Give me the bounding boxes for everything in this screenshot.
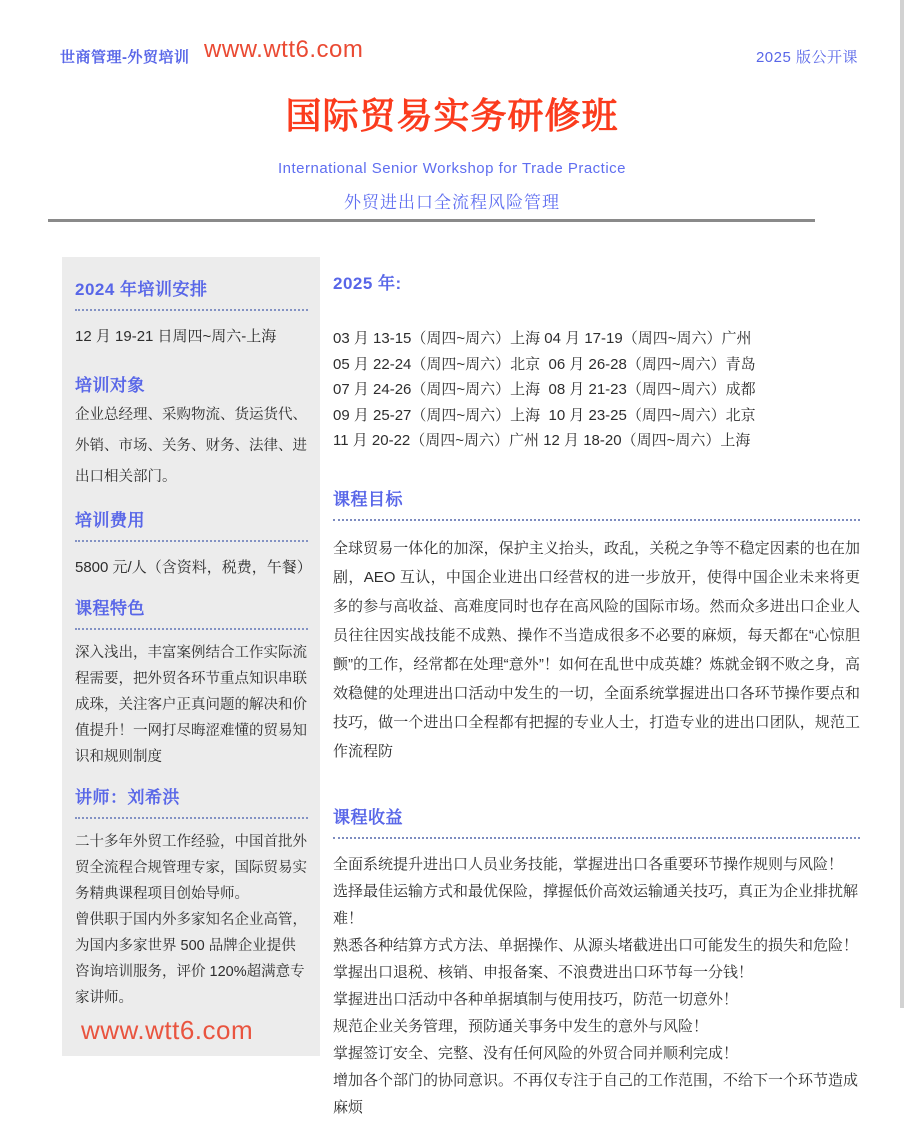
sidebar bbox=[62, 257, 320, 1056]
course-objectives-text: 全球贸易一体化的加深，保护主义抬头，政乱，关税之争等不稳定因素的也在加剧，AEO 互认，中国企业进出口经营权的进一步放开，使得中国企业未来将更多的参与高收益、高难度同时也存在高风险的国际市场。然而众多进出口企业人员往往因实战技能不成熟、操作不当造成很多不必要的麻烦，每天都在“心惊胆颤”的工作，经常都在处理“意外”！如何在乱世中成英雄？炼就金钢不败之身，高效稳健的处理进出口活动中发生的一切，全面系统掌握进出口各环节操作要点和技巧，做一个进出口全程都有把握的专业人士，打造专业的进出口团队，规范工作流程防 bbox=[333, 539, 860, 760]
header-divider bbox=[48, 219, 815, 222]
dotted-divider bbox=[75, 540, 308, 542]
sidebar-heading-2024-schedule: 2024 年培训安排 bbox=[75, 280, 208, 299]
benefit-item: 规范企业关务管理，预防通关事务中发生的意外与风险！ bbox=[333, 1017, 709, 1035]
dotted-divider bbox=[75, 309, 308, 311]
heading-course-benefits: 课程收益 bbox=[333, 807, 403, 827]
dotted-divider bbox=[333, 519, 860, 521]
fee-text: 5800 元/人（含资料，税费，午餐） bbox=[75, 559, 312, 576]
features-text: 深入浅出，丰富案例结合工作实际流程需要，把外贸各环节重点知识串联成珠，关注客户正真问题的解决和价值提升！一网打尽晦涩难懂的贸易知识和规则制度 bbox=[75, 645, 307, 765]
schedule-2024-line: 12 月 19-21 日周四~周六-上海 bbox=[75, 328, 277, 345]
schedule-row: 07 月 24-26（周四~周六）上海 08 月 21-23（周四~周六）成都 bbox=[333, 381, 756, 398]
sidebar-heading-audience: 培训对象 bbox=[75, 376, 145, 395]
lecturer-paragraph-2: 曾供职于国内外多家知名企业高管，为国内多家世界 500 品牌企业提供咨询培训服务，评价 120%超满意专家讲师。 bbox=[75, 912, 307, 1006]
course-benefits-section bbox=[333, 803, 860, 1121]
benefit-item: 掌握进出口活动中各种单据填制与使用技巧，防范一切意外！ bbox=[333, 990, 739, 1008]
sidebar-heading-features: 课程特色 bbox=[75, 599, 145, 618]
heading-2025-schedule: 2025 年: bbox=[333, 274, 402, 293]
benefit-item: 全面系统提升进出口人员业务技能，掌握进出口各重要环节操作规则与风险！ bbox=[333, 855, 844, 873]
course-objectives-section bbox=[333, 485, 860, 766]
schedule-row: 03 月 13-15（周四~周六）上海 04 月 17-19（周四~周六）广州 bbox=[333, 330, 752, 347]
benefit-item: 增加各个部门的协同意识。不再仅专注于自己的工作范围，不给下一个环节造成麻烦 bbox=[333, 1071, 859, 1116]
course-benefits-list bbox=[333, 851, 860, 1121]
schedule-row: 11 月 20-22（周四~周六）广州 12 月 18-20（周四~周六）上海 bbox=[333, 432, 751, 449]
benefit-item: 选择最佳运输方式和最优保险，撑握低价高效运输通关技巧，真正为企业排扰解难！ bbox=[333, 882, 859, 927]
main-content bbox=[333, 257, 860, 1121]
sidebar-heading-lecturer: 讲师：刘希洪 bbox=[75, 788, 180, 807]
dotted-divider bbox=[75, 817, 308, 819]
benefit-item: 熟悉各种结算方式方法、单据操作、从源头堵截进出口可能发生的损失和危险！ bbox=[333, 936, 859, 954]
edition-label: 2025 版公开课 bbox=[755, 49, 858, 66]
heading-course-objectives: 课程目标 bbox=[333, 489, 403, 509]
lecturer-paragraph-1: 二十多年外贸工作经验，中国首批外贸全流程合规管理专家，国际贸易实务精典课程项目创始导师。 bbox=[75, 834, 307, 902]
website-link-top[interactable]: www.wtt6.com bbox=[204, 36, 364, 63]
audience-text: 企业总经理、采购物流、货运货代、外销、市场、关务、财务、法律、进出口相关部门。 bbox=[75, 407, 307, 485]
page-right-border bbox=[900, 0, 904, 1008]
schedule-2025-list bbox=[333, 326, 860, 454]
benefit-item: 掌握出口退税、核销、申报备案、不浪费进出口环节每一分钱！ bbox=[333, 963, 754, 981]
benefit-item: 掌握签订安全、完整、没有任何风险的外贸合同并顺利完成！ bbox=[333, 1044, 739, 1062]
subtitle-english: International Senior Workshop for Trade Practice bbox=[277, 160, 627, 177]
dotted-divider bbox=[75, 628, 308, 630]
website-link-bottom[interactable]: www.wtt6.com bbox=[81, 1015, 254, 1045]
sidebar-heading-fee: 培训费用 bbox=[75, 511, 145, 530]
dotted-divider bbox=[333, 837, 860, 839]
schedule-row: 09 月 25-27（周四~周六）上海 10 月 23-25（周四~周六）北京 bbox=[333, 406, 756, 424]
subtitle-chinese: 外贸进出口全流程风险管理 bbox=[344, 193, 560, 212]
brand-label: 世商管理-外贸培训 bbox=[60, 49, 190, 66]
page-title: 国际贸易实务研修班 bbox=[285, 95, 619, 136]
schedule-row: 05 月 22-24（周四~周六）北京 06 月 26-28（周四~周六）青岛 bbox=[333, 355, 756, 373]
